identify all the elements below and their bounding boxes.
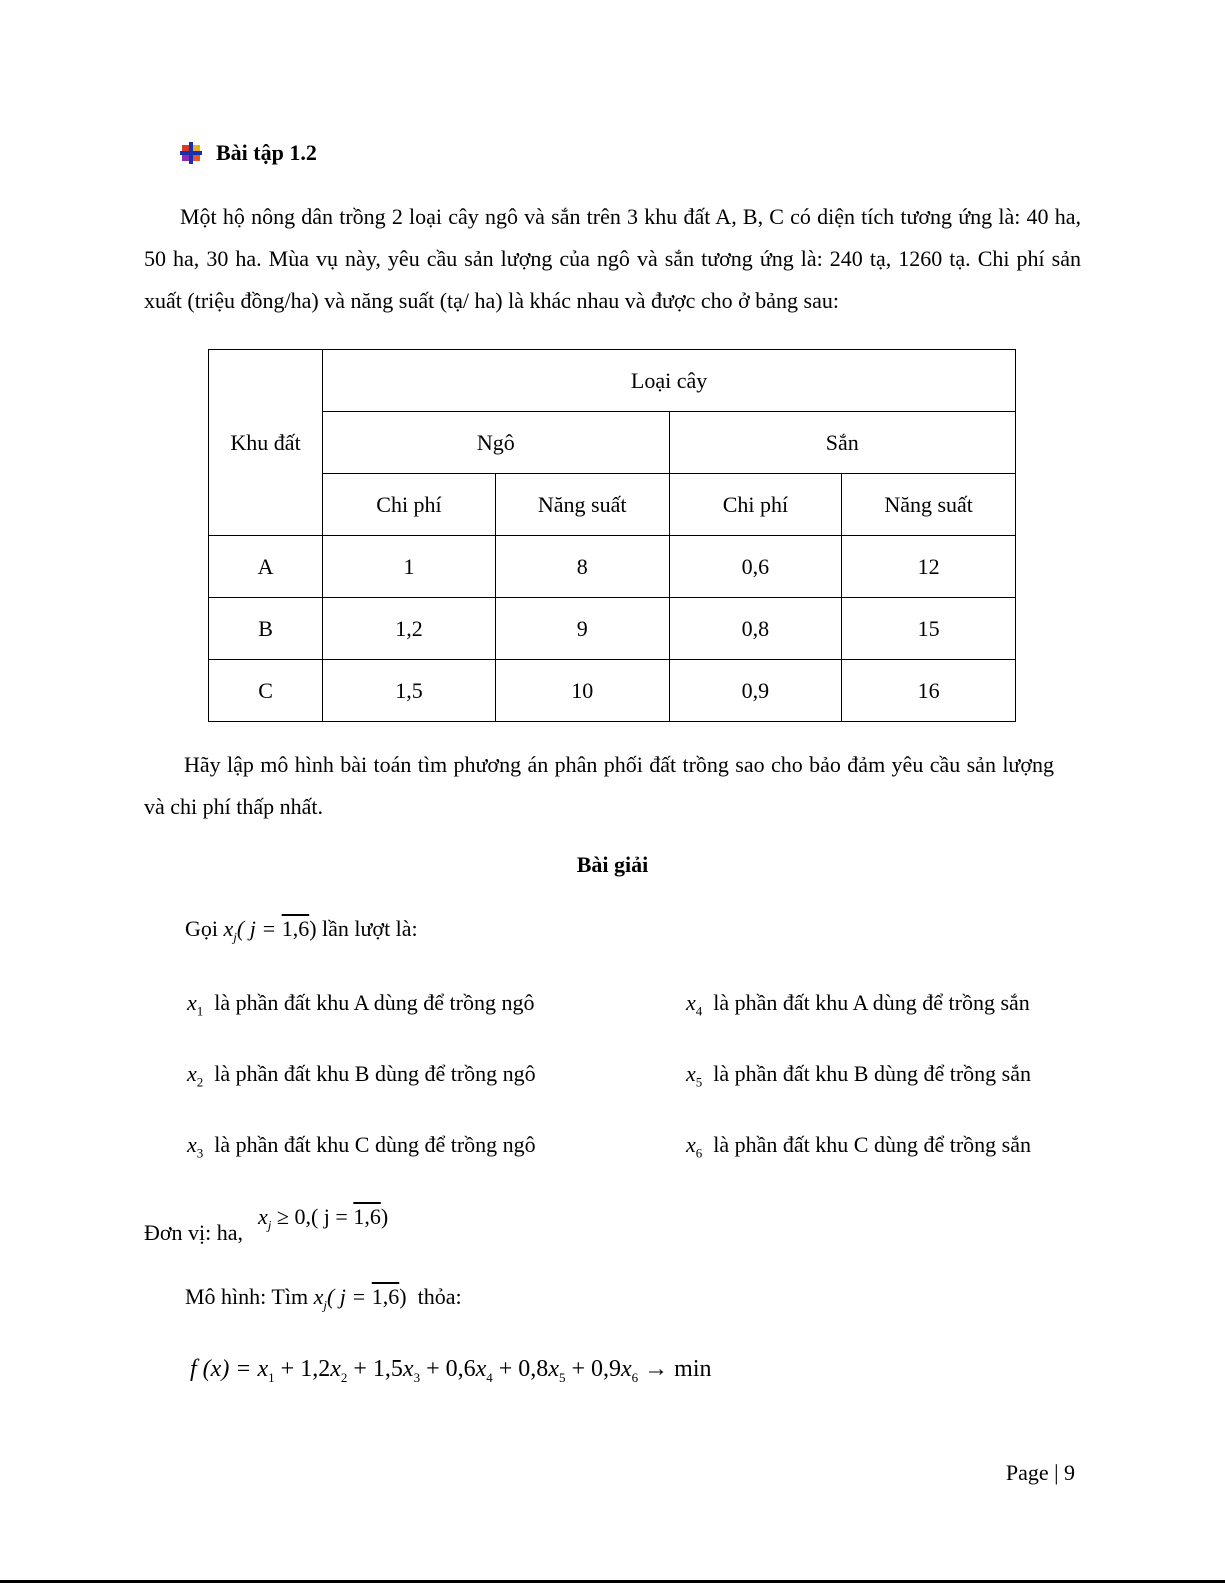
cell: 0,9 <box>669 660 842 722</box>
row-land: B <box>209 598 323 660</box>
bullet-icon <box>180 142 202 164</box>
variable-def: $x_3$ là phần đất khu C dùng để trồng ngô <box>187 1132 536 1161</box>
cell: 1,5 <box>323 660 496 722</box>
question-paragraph <box>144 744 1054 828</box>
header-crop-ngo: Ngô <box>323 412 669 474</box>
variable-def: $x_2$ là phần đất khu B dùng để trồng ngô <box>187 1061 536 1090</box>
subheader-cost-ngo: Chi phí <box>323 474 496 536</box>
solution-title: Bài giải <box>576 852 649 877</box>
header-land: Khu đất <box>209 350 323 536</box>
subheader-yield-ngo: Năng suất <box>495 474 669 536</box>
cell: 9 <box>495 598 669 660</box>
model-statement: Mô hình: Tìm $x_j$( j = 1,6) thỏa: <box>185 1284 462 1313</box>
table-row <box>209 660 1016 722</box>
unit-label: Đơn vị: ha, <box>144 1220 244 1245</box>
cell: 12 <box>842 536 1016 598</box>
cell: 10 <box>495 660 669 722</box>
cell: 8 <box>495 536 669 598</box>
page-number: Page | 9 <box>1005 1460 1075 1485</box>
header-crop-san: Sắn <box>669 412 1015 474</box>
nonnegativity-condition: $x_j \ge 0$,( j = 1,6) <box>258 1204 389 1233</box>
intro-text: Một hộ nông dân trồng 2 loại cây ngô và sắn trên 3 khu đất A, B, C có diện tích tương ứng là: 40 ha, 50 ha, 30 ha. Mùa vụ này, yêu cầu sản lượng của ngô và sắn tương ứng là: 240 tạ, 1260 tạ. Chi phí sản xuất (triệu đồng/ha) và năng suất (tạ/ ha) là khác nhau và được cho ở bảng sau: <box>144 204 1081 313</box>
variable-intro: Gọi $x_j$( j = 1,6) lần lượt là: <box>185 916 418 945</box>
table-row <box>209 536 1016 598</box>
table-row <box>209 598 1016 660</box>
row-land: C <box>209 660 323 722</box>
subheader-yield-san: Năng suất <box>842 474 1016 536</box>
cell: 0,8 <box>669 598 842 660</box>
row-land: A <box>209 536 323 598</box>
objective-function: f $(x) = x_1 + 1,2x_2 + 1,5x_3 + 0,6x_4 + 0,8x_5 + 0,9x_6 \to \min$ <box>190 1356 712 1385</box>
bottom-border <box>0 1580 1225 1583</box>
question-text: Hãy lập mô hình bài toán tìm phương án phân phối đất trồng sao cho bảo đảm yêu cầu sản lượng và chi phí thấp nhất. <box>144 752 1054 819</box>
cell: 1,2 <box>323 598 496 660</box>
cost-yield-table <box>208 349 1016 722</box>
header-crop-type: Loại cây <box>323 350 1016 412</box>
subheader-cost-san: Chi phí <box>669 474 842 536</box>
variable-def: $x_6$ là phần đất khu C dùng để trồng sắn <box>686 1132 1031 1161</box>
exercise-heading <box>180 140 317 166</box>
cell: 0,6 <box>669 536 842 598</box>
variable-def: $x_5$ là phần đất khu B dùng để trồng sắn <box>686 1061 1031 1090</box>
cell: 15 <box>842 598 1016 660</box>
exercise-title: Bài tập 1.2 <box>216 140 317 165</box>
cell: 16 <box>842 660 1016 722</box>
intro-paragraph <box>144 196 1081 322</box>
variable-def: $x_4$ là phần đất khu A dùng để trồng sắn <box>686 990 1030 1019</box>
cell: 1 <box>323 536 496 598</box>
variable-def: $x_1$ là phần đất khu A dùng để trồng ngô <box>187 990 535 1019</box>
